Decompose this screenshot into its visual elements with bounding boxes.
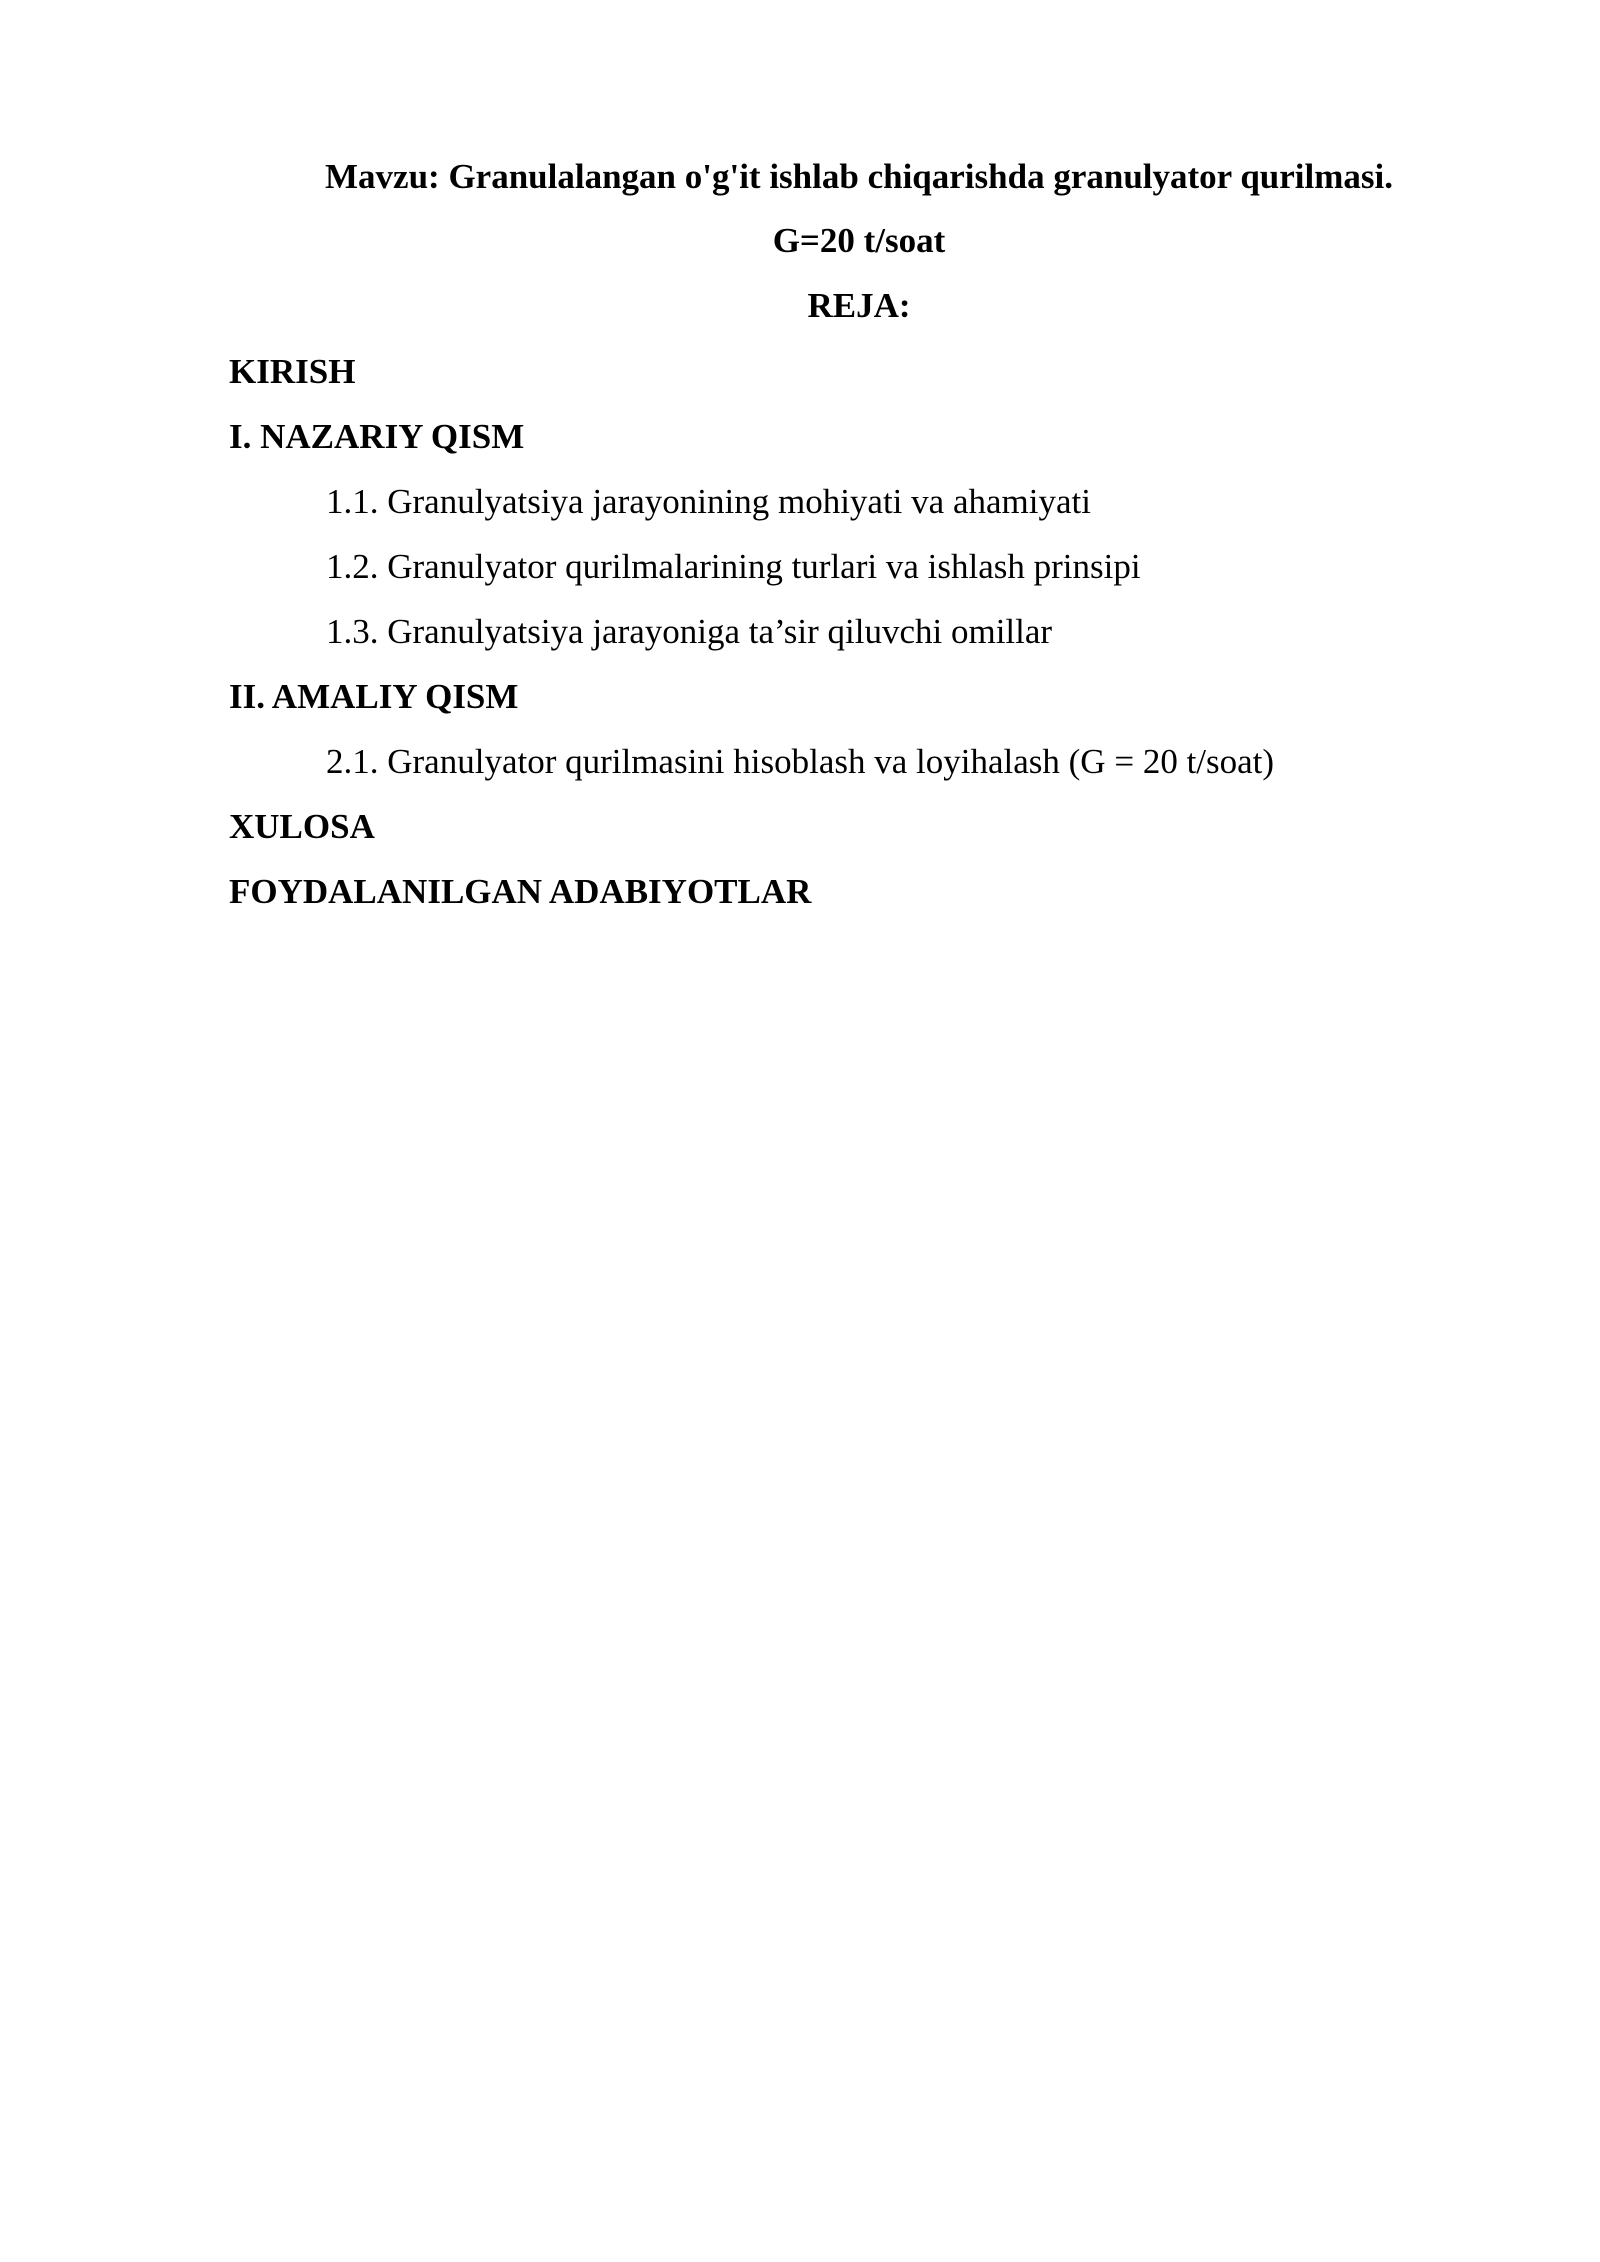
part2-heading: II. AMALIY QISM [229,677,519,716]
capacity-line: G=20 t/soat [772,221,946,260]
document-title: Mavzu: Granulalangan o'g'it ishlab chiqarishda granulyator qurilmasi. [325,157,1393,196]
part1-item: 1.1. Granulyatsiya jarayonining mohiyati va ahamiyati [326,482,1091,521]
part1-item: 1.3. Granulyatsiya jarayoniga ta’sir qiluvchi omillar [326,612,1053,651]
introduction-heading: KIRISH [229,352,356,391]
conclusion-heading: XULOSA [229,807,375,846]
references-heading: FOYDALANILGAN ADABIYOTLAR [229,872,812,911]
plan-heading: REJA: [807,286,911,325]
part2-item: 2.1. Granulyator qurilmasini hisoblash va loyihalash (G = 20 t/soat) [326,742,1275,781]
part1-heading: I. NAZARIY QISM [229,417,525,456]
part1-item: 1.2. Granulyator qurilmalarining turlari va ishlash prinsipi [326,547,1141,586]
